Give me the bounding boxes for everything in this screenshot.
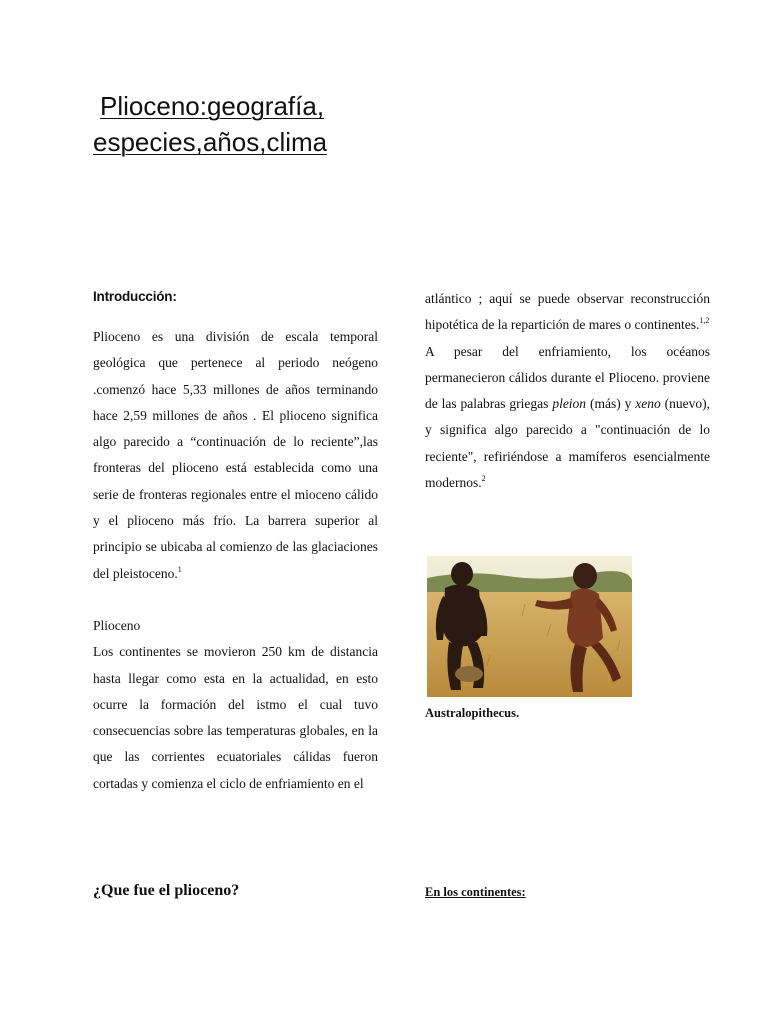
atlantico-footnote-ref[interactable]: 1,2 — [699, 316, 710, 326]
continentes-heading: En los continentes: — [425, 885, 526, 899]
enfriamiento-text-b: (más) y — [586, 396, 636, 412]
enfriamiento-paragraph — [425, 339, 710, 497]
left-column — [93, 286, 378, 797]
enfriamiento-text-a: A pesar del enfriamiento, los océanos permanecieron cálidos durante el Plioceno. proviene de las palabras griegas — [425, 343, 710, 412]
que-fue-heading: ¿Que fue el plioceno? — [93, 882, 240, 899]
enfriamiento-text-c: (nuevo), y significa algo parecido a "continuación de lo reciente", refiriéndose a mamíferos esencialmente modernos. — [425, 396, 711, 491]
intro-paragraph — [93, 324, 378, 587]
intro-footnote-ref[interactable]: 1 — [177, 564, 182, 574]
pleion-word: pleion — [552, 396, 587, 412]
enfriamiento-footnote-ref[interactable]: 2 — [481, 474, 486, 484]
plioceno-subheading: Plioceno — [93, 617, 141, 633]
title-line-1: Plioceno:geografía, — [100, 91, 325, 121]
title-line-2: especies,años,clima — [93, 127, 328, 157]
intro-text: Plioceno es una división de escala temporal geológica que pertenece al periodo neógeno .comenzó hace 5,33 millones de años terminando hace 2,59 millones de años . El plioceno significa algo parecido a “continuación de lo reciente”,las fronteras del plioceno está establecida como una serie de fronteras regionales entre el mioceno cálido y el plioceno más frío. La barrera superior al principio se ubicaba al comienzo de las glaciaciones del pleistoceno. — [93, 329, 378, 581]
document-title — [93, 88, 413, 160]
australopithecus-illustration — [427, 556, 632, 697]
xeno-word: xeno — [635, 396, 661, 412]
intro-heading: Introducción: — [93, 289, 177, 304]
right-column — [425, 286, 710, 496]
atlantico-text: atlántico ; aquí se puede observar reconstrucción hipotética de la repartición de mares o continentes. — [425, 291, 710, 333]
australopithecus-image — [427, 556, 632, 697]
plioceno-paragraph: Los continentes se movieron 250 km de distancia hasta llegar como esta en la actualidad, en esto ocurre la formación del istmo el cual tuvo consecuencias sobre las temperaturas globales, en la que las corrientes ecuatoriales cálidas fueron cortadas y comienza el ciclo de enfriamiento en el — [93, 644, 378, 791]
atlantico-paragraph — [425, 286, 710, 339]
figure-caption: Australopithecus. — [425, 706, 520, 720]
